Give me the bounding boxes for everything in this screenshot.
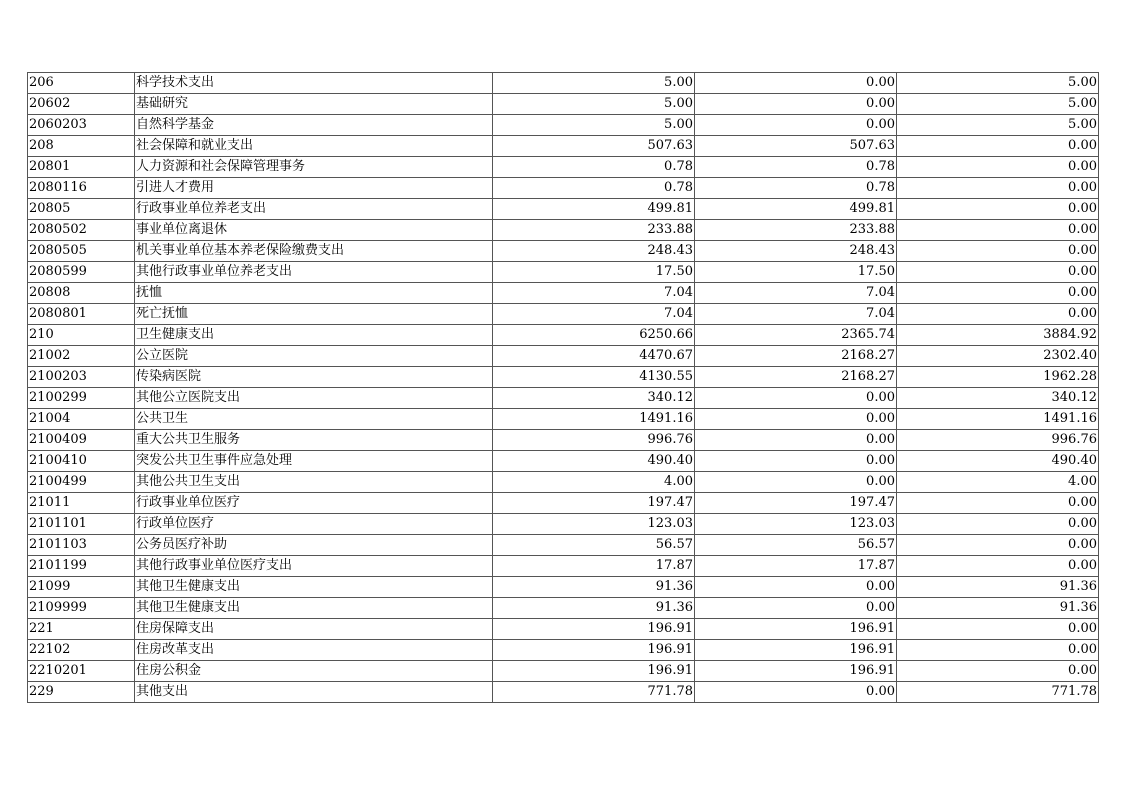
amount-basic-cell: 0.00 [695,388,897,409]
amount-basic-cell: 56.57 [695,535,897,556]
name-cell: 人力资源和社会保障管理事务 [135,157,493,178]
code-cell: 2080801 [28,304,135,325]
amount-project-cell: 0.00 [897,157,1099,178]
table-row [28,178,1099,199]
amount-basic-cell: 17.87 [695,556,897,577]
amount-basic-cell: 0.00 [695,430,897,451]
code-cell: 2080599 [28,262,135,283]
amount-project-cell: 0.00 [897,262,1099,283]
amount-basic-cell: 196.91 [695,661,897,682]
table-row [28,346,1099,367]
amount-project-cell: 490.40 [897,451,1099,472]
amount-total-cell: 91.36 [493,577,695,598]
amount-total-cell: 91.36 [493,598,695,619]
name-cell: 卫生健康支出 [135,325,493,346]
name-cell: 社会保障和就业支出 [135,136,493,157]
amount-basic-cell: 2168.27 [695,367,897,388]
name-cell: 其他行政事业单位养老支出 [135,262,493,283]
name-cell: 事业单位离退休 [135,220,493,241]
amount-total-cell: 996.76 [493,430,695,451]
table-row [28,241,1099,262]
table-row [28,493,1099,514]
code-cell: 208 [28,136,135,157]
amount-basic-cell: 7.04 [695,304,897,325]
code-cell: 21011 [28,493,135,514]
table-row [28,157,1099,178]
amount-total-cell: 7.04 [493,304,695,325]
amount-project-cell: 3884.92 [897,325,1099,346]
table-row [28,199,1099,220]
amount-project-cell: 996.76 [897,430,1099,451]
amount-basic-cell: 0.00 [695,409,897,430]
table-row [28,304,1099,325]
table-row [28,598,1099,619]
code-cell: 2100203 [28,367,135,388]
table-row [28,220,1099,241]
code-cell: 21099 [28,577,135,598]
amount-project-cell: 0.00 [897,241,1099,262]
code-cell: 2080505 [28,241,135,262]
code-cell: 206 [28,73,135,94]
name-cell: 科学技术支出 [135,73,493,94]
table-row [28,325,1099,346]
name-cell: 突发公共卫生事件应急处理 [135,451,493,472]
code-cell: 2080502 [28,220,135,241]
amount-total-cell: 1491.16 [493,409,695,430]
code-cell: 2080116 [28,178,135,199]
amount-total-cell: 196.91 [493,640,695,661]
amount-basic-cell: 2365.74 [695,325,897,346]
name-cell: 重大公共卫生服务 [135,430,493,451]
name-cell: 基础研究 [135,94,493,115]
amount-project-cell: 4.00 [897,472,1099,493]
code-cell: 2100409 [28,430,135,451]
code-cell: 2101199 [28,556,135,577]
amount-total-cell: 56.57 [493,535,695,556]
code-cell: 221 [28,619,135,640]
amount-basic-cell: 0.00 [695,598,897,619]
amount-project-cell: 5.00 [897,115,1099,136]
code-cell: 22102 [28,640,135,661]
amount-project-cell: 0.00 [897,283,1099,304]
amount-total-cell: 248.43 [493,241,695,262]
amount-project-cell: 2302.40 [897,346,1099,367]
amount-basic-cell: 123.03 [695,514,897,535]
amount-project-cell: 0.00 [897,661,1099,682]
table-row [28,367,1099,388]
amount-total-cell: 5.00 [493,94,695,115]
amount-total-cell: 123.03 [493,514,695,535]
amount-basic-cell: 248.43 [695,241,897,262]
amount-basic-cell: 233.88 [695,220,897,241]
code-cell: 2060203 [28,115,135,136]
amount-project-cell: 5.00 [897,73,1099,94]
amount-project-cell: 0.00 [897,304,1099,325]
amount-basic-cell: 0.00 [695,472,897,493]
code-cell: 210 [28,325,135,346]
amount-basic-cell: 7.04 [695,283,897,304]
table-row [28,661,1099,682]
name-cell: 机关事业单位基本养老保险缴费支出 [135,241,493,262]
name-cell: 其他支出 [135,682,493,703]
table-row [28,451,1099,472]
code-cell: 2100410 [28,451,135,472]
code-cell: 2101103 [28,535,135,556]
code-cell: 20602 [28,94,135,115]
name-cell: 公务员医疗补助 [135,535,493,556]
amount-basic-cell: 507.63 [695,136,897,157]
amount-basic-cell: 17.50 [695,262,897,283]
table-row [28,535,1099,556]
amount-total-cell: 0.78 [493,157,695,178]
amount-total-cell: 4130.55 [493,367,695,388]
amount-basic-cell: 0.78 [695,178,897,199]
amount-project-cell: 0.00 [897,199,1099,220]
name-cell: 自然科学基金 [135,115,493,136]
amount-basic-cell: 0.00 [695,115,897,136]
amount-basic-cell: 0.78 [695,157,897,178]
amount-project-cell: 0.00 [897,514,1099,535]
amount-total-cell: 340.12 [493,388,695,409]
amount-total-cell: 233.88 [493,220,695,241]
amount-project-cell: 1962.28 [897,367,1099,388]
amount-total-cell: 0.78 [493,178,695,199]
table-row [28,430,1099,451]
table-row [28,619,1099,640]
code-cell: 2101101 [28,514,135,535]
amount-basic-cell: 0.00 [695,73,897,94]
name-cell: 行政事业单位养老支出 [135,199,493,220]
code-cell: 21002 [28,346,135,367]
amount-project-cell: 0.00 [897,640,1099,661]
amount-basic-cell: 0.00 [695,451,897,472]
table-row [28,472,1099,493]
amount-total-cell: 771.78 [493,682,695,703]
table-row [28,73,1099,94]
name-cell: 其他卫生健康支出 [135,598,493,619]
amount-project-cell: 0.00 [897,178,1099,199]
amount-basic-cell: 197.47 [695,493,897,514]
name-cell: 公立医院 [135,346,493,367]
amount-project-cell: 0.00 [897,220,1099,241]
table-row [28,577,1099,598]
table-row [28,262,1099,283]
code-cell: 20801 [28,157,135,178]
name-cell: 其他公立医院支出 [135,388,493,409]
table-row [28,514,1099,535]
amount-total-cell: 17.87 [493,556,695,577]
name-cell: 引进人才费用 [135,178,493,199]
code-cell: 229 [28,682,135,703]
amount-project-cell: 1491.16 [897,409,1099,430]
amount-total-cell: 499.81 [493,199,695,220]
amount-project-cell: 0.00 [897,493,1099,514]
table-row [28,388,1099,409]
amount-project-cell: 91.36 [897,598,1099,619]
name-cell: 其他卫生健康支出 [135,577,493,598]
amount-total-cell: 17.50 [493,262,695,283]
code-cell: 21004 [28,409,135,430]
table-row [28,409,1099,430]
table-row [28,682,1099,703]
code-cell: 20805 [28,199,135,220]
amount-total-cell: 197.47 [493,493,695,514]
amount-basic-cell: 196.91 [695,619,897,640]
name-cell: 住房改革支出 [135,640,493,661]
code-cell: 20808 [28,283,135,304]
table-row [28,115,1099,136]
amount-basic-cell: 0.00 [695,682,897,703]
table-row [28,94,1099,115]
code-cell: 2210201 [28,661,135,682]
code-cell: 2100499 [28,472,135,493]
name-cell: 传染病医院 [135,367,493,388]
amount-project-cell: 0.00 [897,136,1099,157]
amount-basic-cell: 0.00 [695,94,897,115]
name-cell: 抚恤 [135,283,493,304]
name-cell: 公共卫生 [135,409,493,430]
amount-project-cell: 340.12 [897,388,1099,409]
amount-total-cell: 490.40 [493,451,695,472]
name-cell: 住房公积金 [135,661,493,682]
amount-basic-cell: 196.91 [695,640,897,661]
amount-basic-cell: 2168.27 [695,346,897,367]
amount-project-cell: 0.00 [897,619,1099,640]
table-row [28,640,1099,661]
name-cell: 死亡抚恤 [135,304,493,325]
amount-total-cell: 5.00 [493,73,695,94]
amount-total-cell: 196.91 [493,661,695,682]
amount-total-cell: 507.63 [493,136,695,157]
table-row [28,136,1099,157]
amount-total-cell: 6250.66 [493,325,695,346]
amount-project-cell: 771.78 [897,682,1099,703]
amount-project-cell: 5.00 [897,94,1099,115]
amount-total-cell: 196.91 [493,619,695,640]
table-row [28,283,1099,304]
amount-total-cell: 7.04 [493,283,695,304]
amount-basic-cell: 0.00 [695,577,897,598]
amount-project-cell: 0.00 [897,556,1099,577]
table-row [28,556,1099,577]
name-cell: 行政事业单位医疗 [135,493,493,514]
amount-total-cell: 4470.67 [493,346,695,367]
name-cell: 其他行政事业单位医疗支出 [135,556,493,577]
amount-project-cell: 0.00 [897,535,1099,556]
name-cell: 行政单位医疗 [135,514,493,535]
code-cell: 2109999 [28,598,135,619]
amount-project-cell: 91.36 [897,577,1099,598]
name-cell: 其他公共卫生支出 [135,472,493,493]
name-cell: 住房保障支出 [135,619,493,640]
amount-total-cell: 5.00 [493,115,695,136]
expenditure-table [27,72,1099,703]
code-cell: 2100299 [28,388,135,409]
amount-total-cell: 4.00 [493,472,695,493]
amount-basic-cell: 499.81 [695,199,897,220]
table-body [28,73,1099,703]
